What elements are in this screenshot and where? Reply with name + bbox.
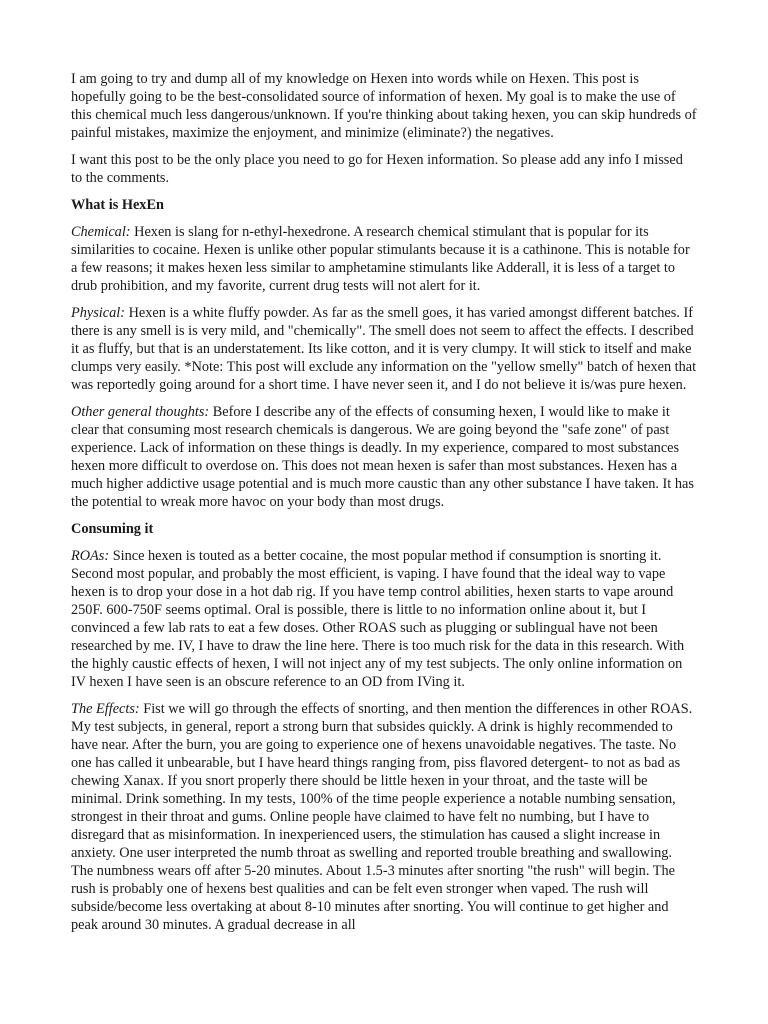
section-heading-what-is: What is HexEn xyxy=(71,197,164,213)
section-heading-consuming: Consuming it xyxy=(71,521,154,537)
chemical-text: Hexen is slang for n-ethyl-hexedrone. A research chemical stimulant that is popular for its similarities to cocaine. Hexen is unlike other popular stimulants because it is a cathinone. This is notable for a few reasons; it makes hexen less similar to amphetamine stimulants like Adderall, it is less of a target to drub prohibition, and my favorite, current drug tests will not alert for it. xyxy=(71,224,690,294)
other-thoughts-label: Other general thoughts: xyxy=(71,404,210,420)
roas-label: ROAs: xyxy=(71,548,110,564)
physical-text: Hexen is a white fluffy powder. As far as the smell goes, it has varied amongst different batches. If there is any smell is is very mild, and "chemically". The smell does not seem to affect the effects. I described it as fluffy, but that is an understatement. Its like cotton, and it is very clumpy. It will stick to itself and make clumps very easily. *Note: This post will exclude any information on the "yellow smelly" batch of hexen that was reportedly going around for a short time. I have never seen it, and I do not believe it is/was pure hexen. xyxy=(71,305,697,393)
intro-paragraph-2: I want this post to be the only place you need to go for Hexen information. So please add any info I missed to the comments. xyxy=(71,152,683,186)
document-page xyxy=(71,70,697,943)
effects-paragraph xyxy=(71,700,697,934)
roas-paragraph xyxy=(71,547,697,691)
roas-text: Since hexen is touted as a better cocaine, the most popular method if consumption is snorting it. Second most popular, and probably the most efficient, is vaping. I have found that the ideal way to vape hexen is to drop your dose in a hot dab rig. If you have temp control abilities, hexen starts to vape around 250F. 600-750F seems optimal. Oral is possible, there is little to no information online about it, but I convinced a few lab rats to eat a few doses. Other ROAS such as plugging or sublingual have not been researched by me. IV, I have to draw the line here. There is too much risk for the data in this research. With the highly caustic effects of hexen, I will not inject any of my test subjects. The only online information on IV hexen I have seen is an obscure reference to an OD from IVing it. xyxy=(71,548,685,690)
chemical-label: Chemical: xyxy=(71,224,131,240)
other-thoughts-paragraph xyxy=(71,403,697,511)
chemical-paragraph xyxy=(71,223,697,295)
intro-paragraph-1: I am going to try and dump all of my knowledge on Hexen into words while on Hexen. This post is hopefully going to be the best-consolidated source of information of hexen. My goal is to make the use of this chemical much less dangerous/unknown. If you're thinking about taking hexen, you can skip hundreds of painful mistakes, maximize the enjoyment, and minimize (eliminate?) the negatives. xyxy=(71,71,697,141)
physical-label: Physical: xyxy=(71,305,125,321)
physical-paragraph xyxy=(71,304,697,394)
effects-label: The Effects: xyxy=(71,701,140,717)
effects-text: Fist we will go through the effects of snorting, and then mention the differences in other ROAS. My test subjects, in general, report a strong burn that subsides quickly. A drink is highly recommended to have near. After the burn, you are going to experience one of hexens unavoidable negatives. The taste. No one has called it unbearable, but I have heard things ranging from, piss flavored detergent- to not as bad as chewing Xanax. If you snort properly there should be little hexen in your throat, and the taste will be minimal. Drink something. In my tests, 100% of the time people experience a notable numbing sensation, strongest in their throat and gums. Online people have claimed to have felt no numbing, but I have to disregard that as misinformation. In inexperienced users, the stimulation has caused a slight increase in anxiety. One user interpreted the numb throat as swelling and reported trouble breathing and swallowing. The numbness wears off after 5-20 minutes. About 1.5-3 minutes after snorting "the rush" will begin. The rush is probably one of hexens best qualities and can be felt even stronger when vaped. The rush will subside/become less overtaking at about 8-10 minutes after snorting. You will continue to get higher and peak around 30 minutes. A gradual decrease in all xyxy=(71,701,693,933)
other-thoughts-text: Before I describe any of the effects of consuming hexen, I would like to make it clear that consuming most research chemicals is dangerous. We are going beyond the "safe zone" of past experience. Lack of information on these things is deadly. In my experience, compared to most substances hexen more difficult to overdose on. This does not mean hexen is safer than most substances. Hexen has a much higher addictive usage potential and is much more caustic than any other substance I have taken. It has the potential to wreak more havoc on your body than most drugs. xyxy=(71,404,694,510)
